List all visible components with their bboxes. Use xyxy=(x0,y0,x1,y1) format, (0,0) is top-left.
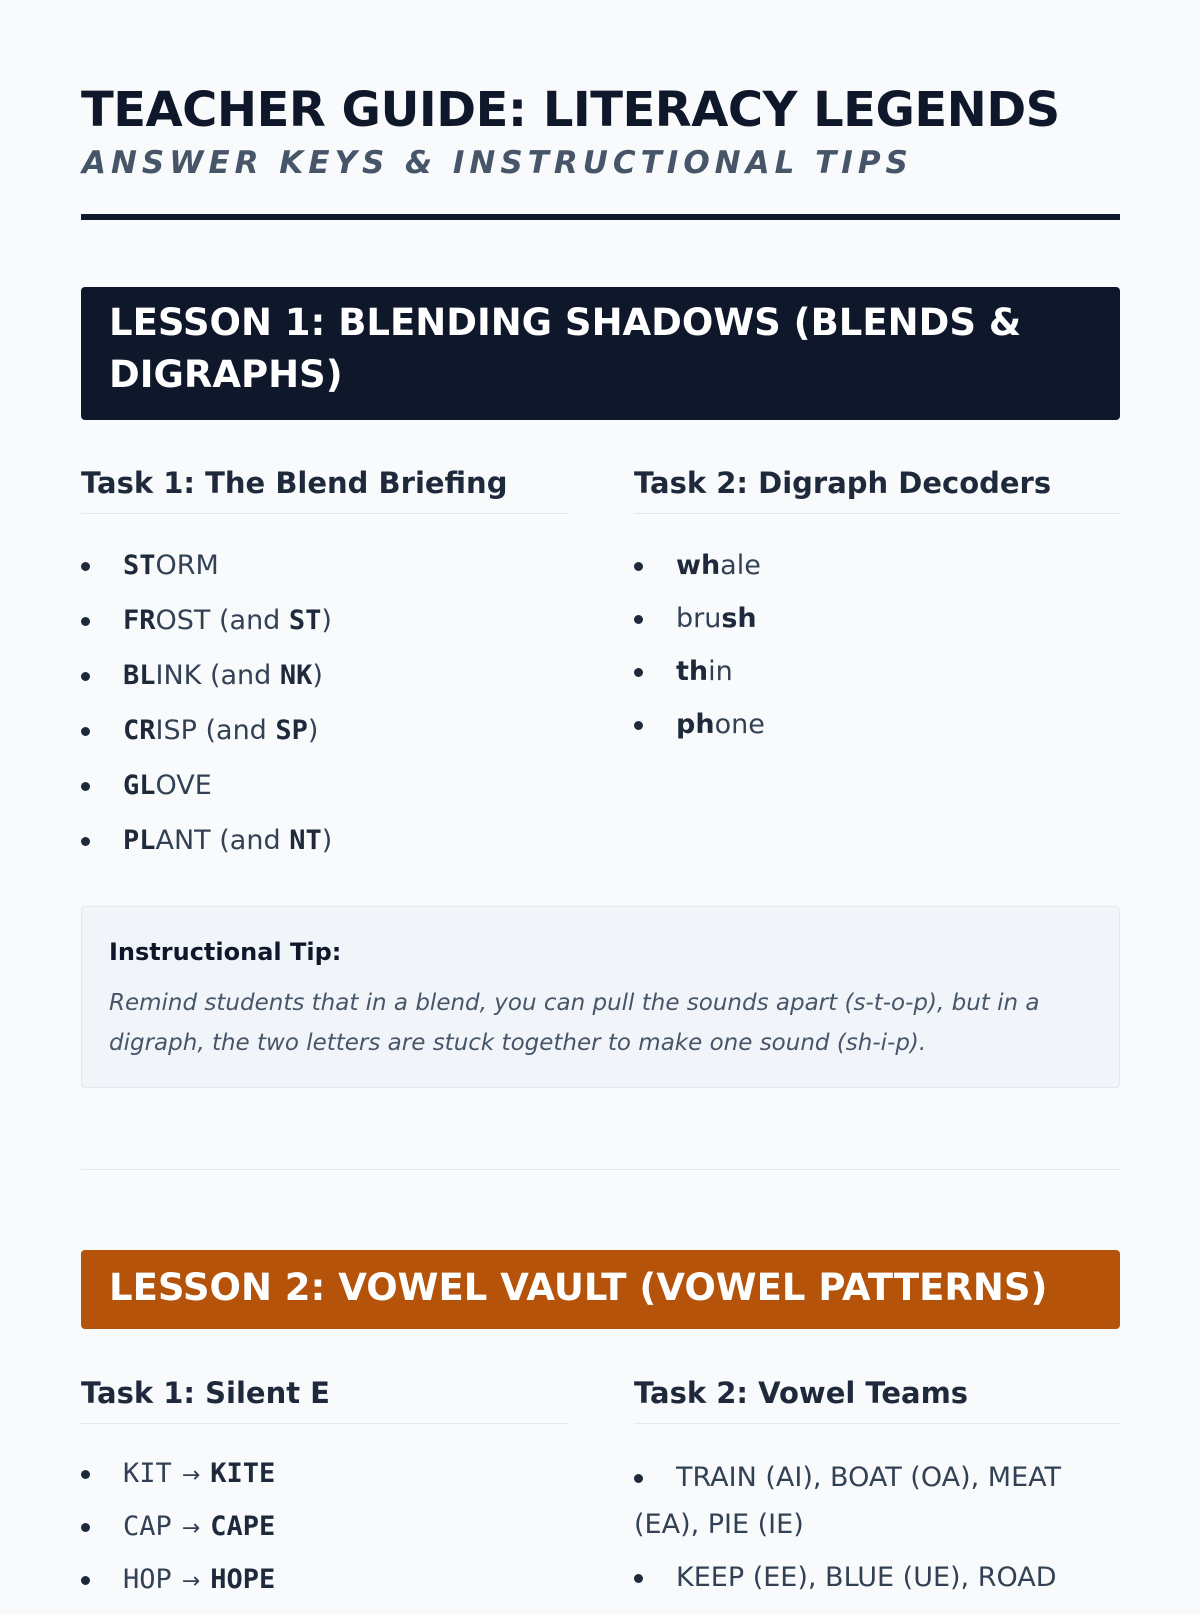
list-item: TRAIN (AI), BOAT (OA), MEAT (EA), PIE (IE) xyxy=(634,1454,1121,1548)
word-start: bru xyxy=(676,603,722,634)
blend-letters: PL xyxy=(123,825,156,856)
blend-letters: FR xyxy=(123,605,156,636)
word-remainder: INK xyxy=(155,660,202,691)
list-item xyxy=(634,601,765,654)
list-item xyxy=(81,603,332,658)
word-remainder: OVE xyxy=(155,770,212,801)
word-remainder: ANT xyxy=(155,825,211,856)
ending-blend-letters: SP xyxy=(275,715,308,746)
list-item xyxy=(634,548,765,601)
section-divider xyxy=(81,1169,1120,1170)
base-word: CAP xyxy=(123,1511,172,1542)
word-end: one xyxy=(714,709,765,740)
and-note-close: ) xyxy=(321,605,332,636)
arrow-icon: → xyxy=(181,1463,201,1488)
silent-e-word: HOPE xyxy=(210,1564,276,1595)
lesson-1-task-1-heading: Task 1: The Blend Briefing xyxy=(81,465,568,514)
digraph-letters: wh xyxy=(676,550,721,581)
title-divider xyxy=(81,214,1120,220)
digraph-letters: th xyxy=(676,656,709,687)
word-remainder: ISP xyxy=(155,715,197,746)
lesson-2-task-2-heading: Task 2: Vowel Teams xyxy=(634,1375,1121,1424)
digraph-letters: ph xyxy=(676,709,715,740)
ending-blend-letters: ST xyxy=(288,605,322,636)
base-word: KIT xyxy=(123,1458,172,1489)
lesson-1-banner: LESSON 1: BLENDING SHADOWS (BLENDS & DIGRAPHS) xyxy=(81,287,1120,420)
list-item xyxy=(81,823,332,878)
and-note-open: (and xyxy=(210,605,289,636)
lesson-2-banner: LESSON 2: VOWEL VAULT (VOWEL PATTERNS) xyxy=(81,1250,1120,1329)
list-item xyxy=(81,548,332,603)
ending-blend-letters: NT xyxy=(289,825,322,856)
and-note-close: ) xyxy=(312,660,323,691)
list-item xyxy=(81,1509,275,1562)
blend-letters: GL xyxy=(123,770,156,801)
page-title: TEACHER GUIDE: LITERACY LEGENDS xyxy=(81,82,1060,138)
blend-letters: ST xyxy=(123,550,156,581)
list-item xyxy=(81,658,332,713)
and-note-open: (and xyxy=(210,825,290,856)
silent-e-word: KITE xyxy=(210,1458,276,1489)
silent-e-answer-list xyxy=(81,1456,275,1615)
tip-label: Instructional Tip: xyxy=(109,938,342,966)
page-subtitle: ANSWER KEYS & INSTRUCTIONAL TIPS xyxy=(82,145,913,181)
list-item xyxy=(81,713,332,768)
and-note-close: ) xyxy=(321,825,333,856)
instructional-tip-box xyxy=(81,906,1120,1088)
lesson-2-task-1-heading: Task 1: Silent E xyxy=(81,1375,568,1424)
word-end: in xyxy=(708,656,733,687)
blend-letters: CR xyxy=(123,715,156,746)
digraph-answer-list xyxy=(634,548,765,760)
and-note-open: (and xyxy=(196,715,276,746)
arrow-icon: → xyxy=(181,1516,201,1541)
and-note-open: (and xyxy=(201,660,280,691)
arrow-icon: → xyxy=(181,1569,201,1594)
list-item xyxy=(81,768,332,823)
lesson-1-task-2-heading: Task 2: Digraph Decoders xyxy=(634,465,1121,514)
and-note-close: ) xyxy=(307,715,319,746)
list-item: KEEP (EE), BLUE (UE), ROAD xyxy=(634,1554,1121,1601)
list-item xyxy=(634,654,765,707)
base-word: HOP xyxy=(123,1564,172,1595)
blend-answer-list xyxy=(81,548,332,878)
word-remainder: OST xyxy=(155,605,211,636)
digraph-letters: sh xyxy=(721,603,757,634)
tip-text: Remind students that in a blend, you can pull the sounds apart (s-t-o-p), but in a digraph, the two letters are stuck together to make one sound (sh-i-p). xyxy=(109,990,1040,1056)
blend-letters: BL xyxy=(123,660,156,691)
word-end: ale xyxy=(720,550,761,581)
word-remainder: ORM xyxy=(155,550,219,581)
list-item xyxy=(81,1562,275,1615)
silent-e-word: CAPE xyxy=(210,1511,276,1542)
list-item xyxy=(634,707,765,760)
list-item xyxy=(81,1456,275,1509)
vowel-teams-answer-list xyxy=(634,1454,1121,1607)
ending-blend-letters: NK xyxy=(279,660,313,691)
